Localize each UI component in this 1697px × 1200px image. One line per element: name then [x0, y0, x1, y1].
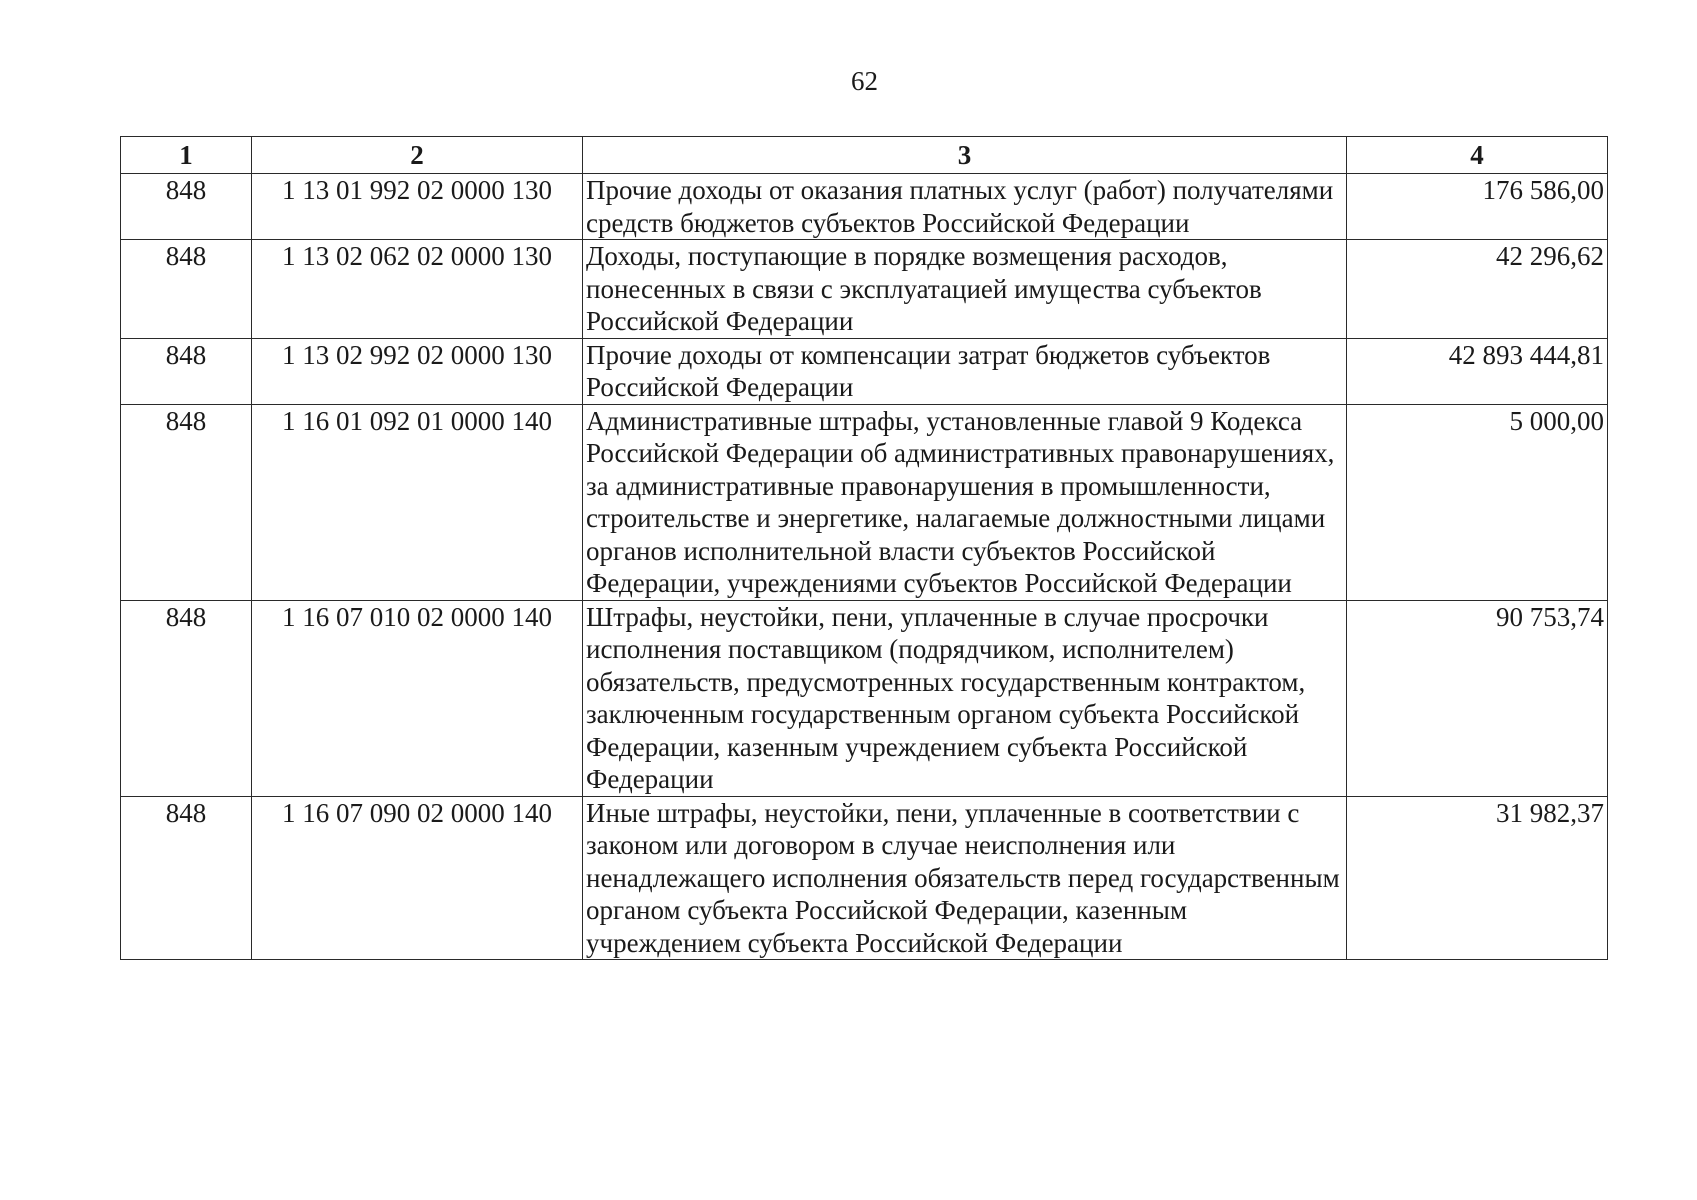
column-header: 4: [1347, 137, 1608, 174]
revenue-table: [120, 136, 1608, 960]
amount-cell: 5 000,00: [1347, 404, 1608, 600]
admin-code-cell: 848: [121, 600, 252, 796]
amount-cell: 31 982,37: [1347, 796, 1608, 960]
amount-cell: 42 296,62: [1347, 240, 1608, 339]
table-row: [121, 240, 1608, 339]
column-header: 3: [583, 137, 1347, 174]
admin-code-cell: 848: [121, 338, 252, 404]
revenue-name-cell: Иные штрафы, неустойки, пени, уплаченные в соответствии с законом или договором в случае неисполнения или ненадлежащего исполнения обязательств перед государственным органом субъекта Российской Федерации, казенным учреждением субъекта Российской Федерации: [583, 796, 1347, 960]
page-number: 62: [851, 66, 878, 96]
column-header: 1: [121, 137, 252, 174]
amount-cell: 176 586,00: [1347, 174, 1608, 240]
admin-code-cell: 848: [121, 240, 252, 339]
revenue-name-cell: Штрафы, неустойки, пени, уплаченные в случае просрочки исполнения поставщиком (подрядчиком, исполнителем) обязательств, предусмотренных государственным контрактом, заключенным государственным органом субъекта Российской Федерации, казенным учреждением субъекта Российской Федерации: [583, 600, 1347, 796]
budget-code-cell: 1 16 01 092 01 0000 140: [252, 404, 583, 600]
column-header: 2: [252, 137, 583, 174]
budget-code-cell: 1 13 02 062 02 0000 130: [252, 240, 583, 339]
table-header-row: [121, 137, 1608, 174]
revenue-name-cell: Прочие доходы от компенсации затрат бюджетов субъектов Российской Федерации: [583, 338, 1347, 404]
budget-code-cell: 1 16 07 090 02 0000 140: [252, 796, 583, 960]
table-row: [121, 796, 1608, 960]
amount-cell: 42 893 444,81: [1347, 338, 1608, 404]
table-row: [121, 404, 1608, 600]
amount-cell: 90 753,74: [1347, 600, 1608, 796]
admin-code-cell: 848: [121, 796, 252, 960]
budget-code-cell: 1 13 01 992 02 0000 130: [252, 174, 583, 240]
budget-code-cell: 1 16 07 010 02 0000 140: [252, 600, 583, 796]
revenue-name-cell: Административные штрафы, установленные главой 9 Кодекса Российской Федерации об административных правонарушениях, за административные правонарушения в промышленности, строительстве и энергетике, налагаемые должностными лицами органов исполнительной власти субъектов Российской Федерации, учреждениями субъектов Российской Федерации: [583, 404, 1347, 600]
revenue-name-cell: Прочие доходы от оказания платных услуг (работ) получателями средств бюджетов субъектов Российской Федерации: [583, 174, 1347, 240]
table-row: [121, 338, 1608, 404]
table-row: [121, 174, 1608, 240]
admin-code-cell: 848: [121, 174, 252, 240]
admin-code-cell: 848: [121, 404, 252, 600]
revenue-name-cell: Доходы, поступающие в порядке возмещения расходов, понесенных в связи с эксплуатацией имущества субъектов Российской Федерации: [583, 240, 1347, 339]
table-row: [121, 600, 1608, 796]
budget-code-cell: 1 13 02 992 02 0000 130: [252, 338, 583, 404]
